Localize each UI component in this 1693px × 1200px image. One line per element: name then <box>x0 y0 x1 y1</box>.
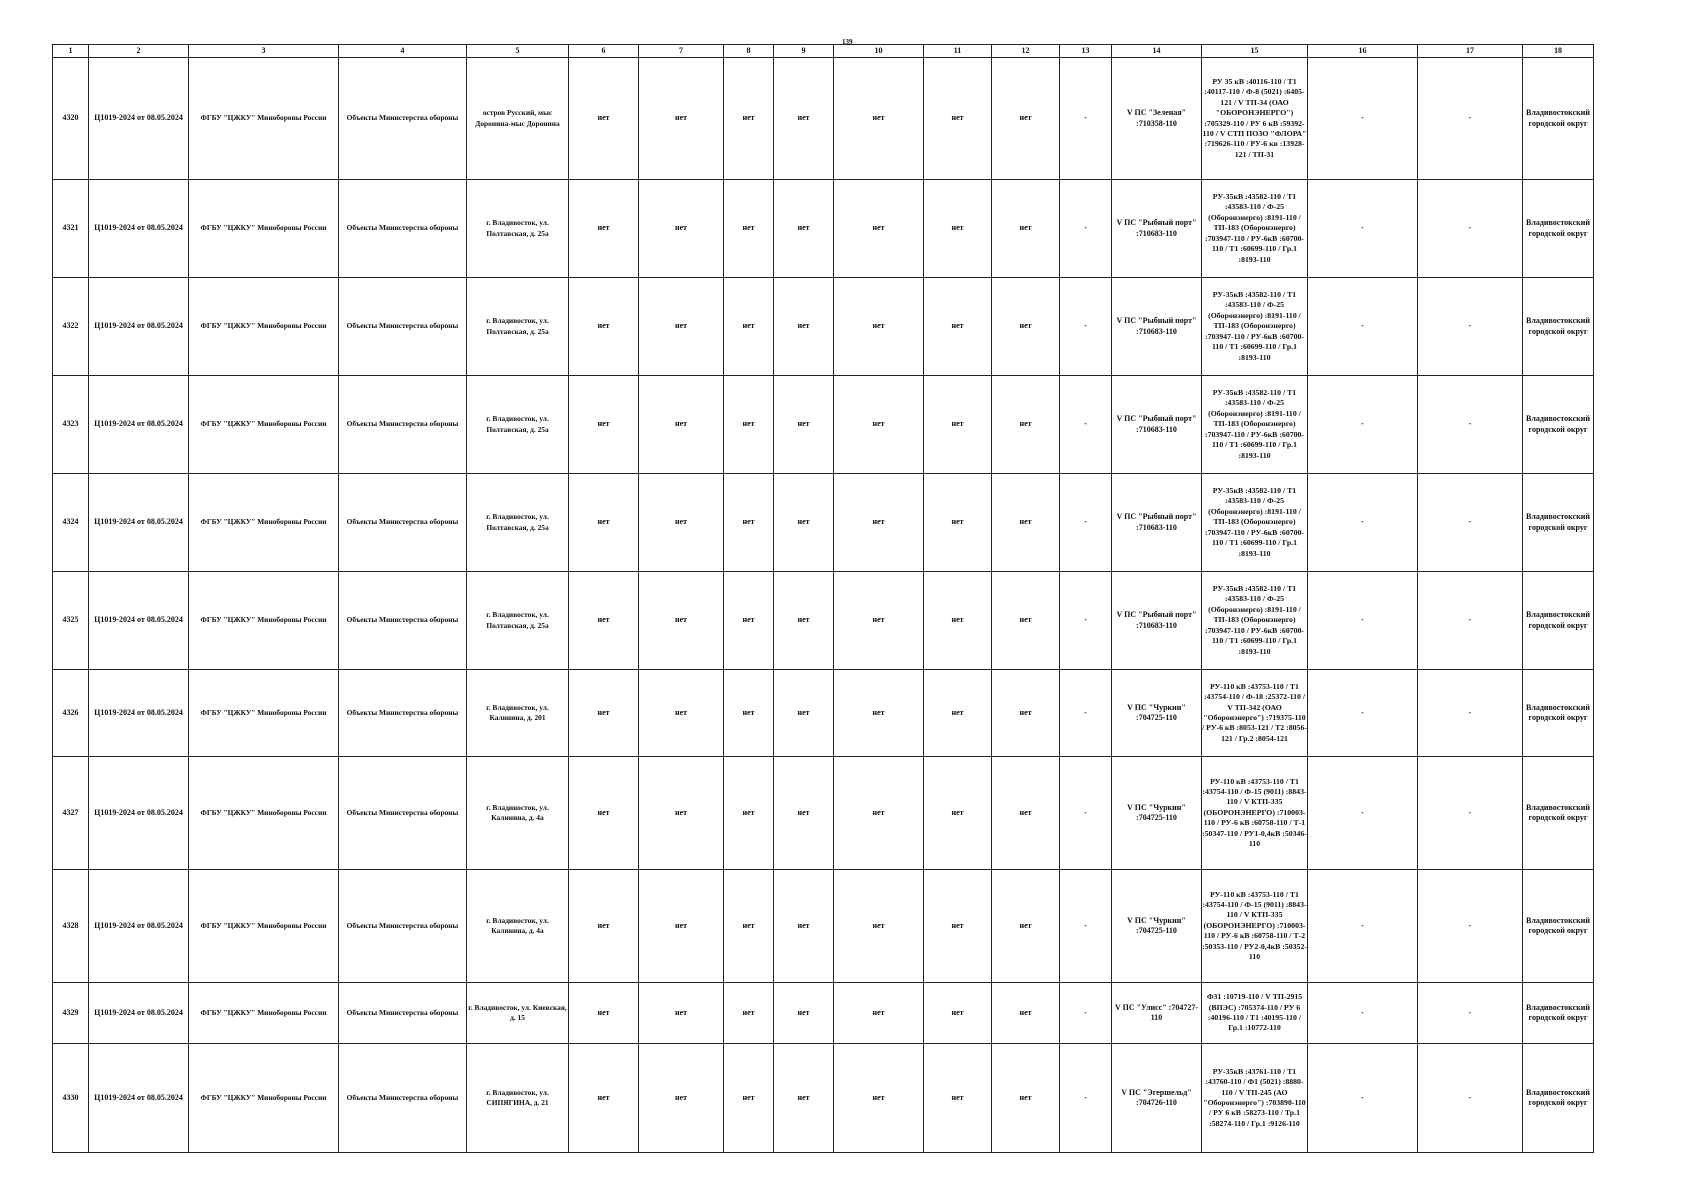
col-12: нет <box>992 180 1060 278</box>
column-header-13: 13 <box>1060 45 1112 58</box>
column-header-8: 8 <box>724 45 774 58</box>
object-type: Объекты Министерства обороны <box>339 180 467 278</box>
document-ref: Ц1019-2024 от 08.05.2024 <box>89 757 189 870</box>
col-16: - <box>1308 180 1418 278</box>
organization: ФГБУ "ЦЖКУ" Минобороны России <box>189 180 339 278</box>
substation: V ПС "Улисс" :704727-110 <box>1112 983 1202 1044</box>
row-number: 4328 <box>53 870 89 983</box>
address: г. Владивосток, ул. Калинина, д. 4а <box>467 870 569 983</box>
col-17: - <box>1418 983 1523 1044</box>
col-6: нет <box>569 278 639 376</box>
col-11: нет <box>924 376 992 474</box>
object-type: Объекты Министерства обороны <box>339 757 467 870</box>
col-12: нет <box>992 870 1060 983</box>
col-17: - <box>1418 474 1523 572</box>
object-type: Объекты Министерства обороны <box>339 670 467 757</box>
document-ref: Ц1019-2024 от 08.05.2024 <box>89 983 189 1044</box>
col-9: нет <box>774 870 834 983</box>
col-11: нет <box>924 870 992 983</box>
district: Владивостокский городской округ <box>1523 58 1594 180</box>
col-7: нет <box>639 278 724 376</box>
table-row <box>53 376 1594 474</box>
col-17: - <box>1418 870 1523 983</box>
connection-path: РУ-35кВ :43582-110 / Т1 :43583-110 / Ф-25 (Оборонэнерго) :8191-110 / ТП-183 (Оборонэнерго) :703947-110 / РУ-6кВ :60700-110 / Т1 :60699-110 / Гр.1 :8193-110 <box>1202 572 1308 670</box>
document-ref: Ц1019-2024 от 08.05.2024 <box>89 870 189 983</box>
col-12: нет <box>992 757 1060 870</box>
col-9: нет <box>774 180 834 278</box>
column-header-4: 4 <box>339 45 467 58</box>
col-9: нет <box>774 757 834 870</box>
row-number: 4320 <box>53 58 89 180</box>
col-16: - <box>1308 278 1418 376</box>
organization: ФГБУ "ЦЖКУ" Минобороны России <box>189 572 339 670</box>
column-header-1: 1 <box>53 45 89 58</box>
district: Владивостокский городской округ <box>1523 376 1594 474</box>
address: г. Владивосток, ул. Полтавская, д. 25а <box>467 278 569 376</box>
document-ref: Ц1019-2024 от 08.05.2024 <box>89 474 189 572</box>
column-header-11: 11 <box>924 45 992 58</box>
district: Владивостокский городской округ <box>1523 757 1594 870</box>
col-13: - <box>1060 572 1112 670</box>
object-type: Объекты Министерства обороны <box>339 870 467 983</box>
col-7: нет <box>639 670 724 757</box>
address: г. Владивосток, ул. Калинина, д. 201 <box>467 670 569 757</box>
connection-path: РУ-35кВ :43582-110 / Т1 :43583-110 / Ф-25 (Оборонэнерго) :8191-110 / ТП-183 (Оборонэнерго) :703947-110 / РУ-6кВ :60700-110 / Т1 :60699-110 / Гр.1 :8193-110 <box>1202 376 1308 474</box>
district: Владивостокский городской округ <box>1523 180 1594 278</box>
col-10: нет <box>834 1044 924 1153</box>
col-13: - <box>1060 376 1112 474</box>
connection-path: РУ-110 кВ :43753-110 / Т1 :43754-110 / Ф-18 :25372-110 / V ТП-342 (ОАО "Оборонэнерго") :719375-110 / РУ-6 кВ :8053-121 / Т2 :8056-121 / Гр.2 :8054-121 <box>1202 670 1308 757</box>
col-13: - <box>1060 1044 1112 1153</box>
col-13: - <box>1060 757 1112 870</box>
address: г. Владивосток, ул. Полтавская, д. 25а <box>467 474 569 572</box>
col-11: нет <box>924 180 992 278</box>
column-header-14: 14 <box>1112 45 1202 58</box>
col-8: нет <box>724 180 774 278</box>
substation: V ПС "Чуркин" :704725-110 <box>1112 757 1202 870</box>
table-row <box>53 983 1594 1044</box>
table-row <box>53 870 1594 983</box>
col-9: нет <box>774 278 834 376</box>
substation: V ПС "Зеленая" :710358-110 <box>1112 58 1202 180</box>
col-13: - <box>1060 278 1112 376</box>
substation: V ПС "Рыбный порт" :710683-110 <box>1112 572 1202 670</box>
row-number: 4327 <box>53 757 89 870</box>
table-body <box>53 45 1594 1153</box>
object-type: Объекты Министерства обороны <box>339 474 467 572</box>
col-9: нет <box>774 58 834 180</box>
district: Владивостокский городской округ <box>1523 983 1594 1044</box>
col-9: нет <box>774 670 834 757</box>
col-16: - <box>1308 870 1418 983</box>
col-12: нет <box>992 572 1060 670</box>
row-number: 4326 <box>53 670 89 757</box>
row-number: 4323 <box>53 376 89 474</box>
col-8: нет <box>724 870 774 983</box>
register-table <box>52 44 1594 1153</box>
col-16: - <box>1308 670 1418 757</box>
document-ref: Ц1019-2024 от 08.05.2024 <box>89 180 189 278</box>
object-type: Объекты Министерства обороны <box>339 58 467 180</box>
column-header-15: 15 <box>1202 45 1308 58</box>
col-13: - <box>1060 983 1112 1044</box>
organization: ФГБУ "ЦЖКУ" Минобороны России <box>189 278 339 376</box>
object-type: Объекты Министерства обороны <box>339 376 467 474</box>
substation: V ПС "Рыбный порт" :710683-110 <box>1112 180 1202 278</box>
col-7: нет <box>639 58 724 180</box>
substation: V ПС "Чуркин" :704725-110 <box>1112 870 1202 983</box>
organization: ФГБУ "ЦЖКУ" Минобороны России <box>189 670 339 757</box>
row-number: 4321 <box>53 180 89 278</box>
col-7: нет <box>639 572 724 670</box>
district: Владивостокский городской округ <box>1523 278 1594 376</box>
col-9: нет <box>774 376 834 474</box>
page-number: 139 <box>842 38 853 46</box>
address: г. Владивосток, ул. СИПЯГИНА, д. 21 <box>467 1044 569 1153</box>
col-11: нет <box>924 983 992 1044</box>
col-10: нет <box>834 670 924 757</box>
col-6: нет <box>569 983 639 1044</box>
table-row <box>53 58 1594 180</box>
table-row <box>53 572 1594 670</box>
col-6: нет <box>569 757 639 870</box>
col-11: нет <box>924 572 992 670</box>
col-12: нет <box>992 474 1060 572</box>
row-number: 4330 <box>53 1044 89 1153</box>
col-10: нет <box>834 983 924 1044</box>
row-number: 4322 <box>53 278 89 376</box>
connection-path: РУ-35кВ :43761-110 / Т1 :43760-110 / Ф1 (5021) :8880-110 / V ТП-245 (АО "Оборонэнерго") :703890-110 / РУ 6 кВ :58273-110 / Тр.1 :58274-110 / Гр.1 :9126-110 <box>1202 1044 1308 1153</box>
document-ref: Ц1019-2024 от 08.05.2024 <box>89 670 189 757</box>
district: Владивостокский городской округ <box>1523 670 1594 757</box>
col-6: нет <box>569 474 639 572</box>
column-header-17: 17 <box>1418 45 1523 58</box>
object-type: Объекты Министерства обороны <box>339 278 467 376</box>
substation: V ПС "Рыбный порт" :710683-110 <box>1112 278 1202 376</box>
col-17: - <box>1418 376 1523 474</box>
column-header-3: 3 <box>189 45 339 58</box>
column-header-2: 2 <box>89 45 189 58</box>
col-8: нет <box>724 572 774 670</box>
col-11: нет <box>924 58 992 180</box>
column-header-6: 6 <box>569 45 639 58</box>
district: Владивостокский городской округ <box>1523 870 1594 983</box>
row-number: 4325 <box>53 572 89 670</box>
col-16: - <box>1308 58 1418 180</box>
col-12: нет <box>992 278 1060 376</box>
organization: ФГБУ "ЦЖКУ" Минобороны России <box>189 1044 339 1153</box>
col-8: нет <box>724 1044 774 1153</box>
address: г. Владивосток, ул. Полтавская, д. 25а <box>467 180 569 278</box>
col-10: нет <box>834 376 924 474</box>
table-row <box>53 474 1594 572</box>
col-7: нет <box>639 376 724 474</box>
col-8: нет <box>724 757 774 870</box>
substation: V ПС "Эгершельд" :704726-110 <box>1112 1044 1202 1153</box>
col-16: - <box>1308 474 1418 572</box>
connection-path: РУ 35 кВ :40116-110 / Т1 :40117-110 / Ф-8 (5021) :6405-121 / V ТП-34 (ОАО "ОБОРОНЭНЕРГО") :705329-110 / РУ 6 кВ :59392-110 / V СТП ПОЗО "ФЛОРА" :719626-110 / РУ-6 кв :13928-121 / ТП-31 <box>1202 58 1308 180</box>
col-12: нет <box>992 58 1060 180</box>
substation: V ПС "Рыбный порт" :710683-110 <box>1112 474 1202 572</box>
col-10: нет <box>834 278 924 376</box>
object-type: Объекты Министерства обороны <box>339 572 467 670</box>
table-row <box>53 278 1594 376</box>
district: Владивостокский городской округ <box>1523 1044 1594 1153</box>
document-ref: Ц1019-2024 от 08.05.2024 <box>89 1044 189 1153</box>
col-9: нет <box>774 983 834 1044</box>
row-number: 4324 <box>53 474 89 572</box>
header-row <box>53 45 1594 58</box>
col-8: нет <box>724 58 774 180</box>
substation: V ПС "Чуркин" :704725-110 <box>1112 670 1202 757</box>
col-9: нет <box>774 474 834 572</box>
col-7: нет <box>639 180 724 278</box>
col-16: - <box>1308 757 1418 870</box>
col-7: нет <box>639 983 724 1044</box>
table-row <box>53 180 1594 278</box>
col-6: нет <box>569 572 639 670</box>
address: г. Владивосток, ул. Киевская, д. 15 <box>467 983 569 1044</box>
col-11: нет <box>924 474 992 572</box>
document-ref: Ц1019-2024 от 08.05.2024 <box>89 376 189 474</box>
col-12: нет <box>992 376 1060 474</box>
object-type: Объекты Министерства обороны <box>339 1044 467 1153</box>
column-header-10: 10 <box>834 45 924 58</box>
col-17: - <box>1418 1044 1523 1153</box>
column-header-16: 16 <box>1308 45 1418 58</box>
col-13: - <box>1060 870 1112 983</box>
col-6: нет <box>569 58 639 180</box>
address: г. Владивосток, ул. Калинина, д. 4а <box>467 757 569 870</box>
col-10: нет <box>834 58 924 180</box>
district: Владивостокский городской округ <box>1523 572 1594 670</box>
connection-path: РУ-110 кВ :43753-110 / Т1 :43754-110 / Ф-15 (9011) :8843-110 / V КТП-335 (ОБОРОНЭНЕРГО) :710003-110 / РУ-6 кВ :60758-110 / Т-2 :50353-110 / РУ2-0,4кВ :50352-110 <box>1202 870 1308 983</box>
col-10: нет <box>834 870 924 983</box>
address: г. Владивосток, ул. Полтавская, д. 25а <box>467 376 569 474</box>
col-13: - <box>1060 474 1112 572</box>
col-7: нет <box>639 870 724 983</box>
col-17: - <box>1418 278 1523 376</box>
district: Владивостокский городской округ <box>1523 474 1594 572</box>
organization: ФГБУ "ЦЖКУ" Минобороны России <box>189 58 339 180</box>
document-ref: Ц1019-2024 от 08.05.2024 <box>89 58 189 180</box>
table-row <box>53 757 1594 870</box>
col-17: - <box>1418 180 1523 278</box>
organization: ФГБУ "ЦЖКУ" Минобороны России <box>189 474 339 572</box>
column-header-12: 12 <box>992 45 1060 58</box>
col-12: нет <box>992 670 1060 757</box>
organization: ФГБУ "ЦЖКУ" Минобороны России <box>189 870 339 983</box>
col-12: нет <box>992 983 1060 1044</box>
document-ref: Ц1019-2024 от 08.05.2024 <box>89 278 189 376</box>
col-7: нет <box>639 474 724 572</box>
col-11: нет <box>924 278 992 376</box>
column-header-5: 5 <box>467 45 569 58</box>
connection-path: РУ-35кВ :43582-110 / Т1 :43583-110 / Ф-25 (Оборонэнерго) :8191-110 / ТП-183 (Оборонэнерго) :703947-110 / РУ-6кВ :60700-110 / Т1 :60699-110 / Гр.1 :8193-110 <box>1202 278 1308 376</box>
col-13: - <box>1060 180 1112 278</box>
col-16: - <box>1308 1044 1418 1153</box>
column-header-7: 7 <box>639 45 724 58</box>
col-6: нет <box>569 376 639 474</box>
organization: ФГБУ "ЦЖКУ" Минобороны России <box>189 983 339 1044</box>
col-7: нет <box>639 1044 724 1153</box>
address: остров Русский, мыс Доронина-мыс Доронина <box>467 58 569 180</box>
col-7: нет <box>639 757 724 870</box>
col-8: нет <box>724 376 774 474</box>
col-6: нет <box>569 1044 639 1153</box>
col-8: нет <box>724 983 774 1044</box>
col-12: нет <box>992 1044 1060 1153</box>
col-8: нет <box>724 474 774 572</box>
col-16: - <box>1308 376 1418 474</box>
col-8: нет <box>724 670 774 757</box>
col-8: нет <box>724 278 774 376</box>
col-16: - <box>1308 983 1418 1044</box>
col-10: нет <box>834 180 924 278</box>
connection-path: РУ-35кВ :43582-110 / Т1 :43583-110 / Ф-25 (Оборонэнерго) :8191-110 / ТП-183 (Оборонэнерго) :703947-110 / РУ-6кВ :60700-110 / Т1 :60699-110 / Гр.1 :8193-110 <box>1202 474 1308 572</box>
col-16: - <box>1308 572 1418 670</box>
col-9: нет <box>774 572 834 670</box>
connection-path: Ф31 :10719-110 / V ТП-2915 (ВПЭС) :705374-110 / РУ 6 :40196-110 / Т1 :40195-110 / Гр.1 :10772-110 <box>1202 983 1308 1044</box>
col-11: нет <box>924 1044 992 1153</box>
row-number: 4329 <box>53 983 89 1044</box>
connection-path: РУ-35кВ :43582-110 / Т1 :43583-110 / Ф-25 (Оборонэнерго) :8191-110 / ТП-183 (Оборонэнерго) :703947-110 / РУ-6кВ :60700-110 / Т1 :60699-110 / Гр.1 :8193-110 <box>1202 180 1308 278</box>
col-9: нет <box>774 1044 834 1153</box>
col-13: - <box>1060 58 1112 180</box>
col-17: - <box>1418 670 1523 757</box>
substation: V ПС "Рыбный порт" :710683-110 <box>1112 376 1202 474</box>
col-6: нет <box>569 670 639 757</box>
connection-path: РУ-110 кВ :43753-110 / Т1 :43754-110 / Ф-15 (9011) :8843-110 / V КТП-335 (ОБОРОНЭНЕРГО) :710003-110 / РУ-6 кВ :60758-110 / Т-1 :50347-110 / РУ1-0,4кВ :50346-110 <box>1202 757 1308 870</box>
col-6: нет <box>569 180 639 278</box>
document-ref: Ц1019-2024 от 08.05.2024 <box>89 572 189 670</box>
col-11: нет <box>924 670 992 757</box>
col-10: нет <box>834 474 924 572</box>
col-10: нет <box>834 572 924 670</box>
col-17: - <box>1418 58 1523 180</box>
table-row <box>53 1044 1594 1153</box>
organization: ФГБУ "ЦЖКУ" Минобороны России <box>189 376 339 474</box>
column-header-18: 18 <box>1523 45 1594 58</box>
col-10: нет <box>834 757 924 870</box>
col-6: нет <box>569 870 639 983</box>
table-row <box>53 670 1594 757</box>
col-17: - <box>1418 757 1523 870</box>
object-type: Объекты Министерства обороны <box>339 983 467 1044</box>
address: г. Владивосток, ул. Полтавская, д. 25а <box>467 572 569 670</box>
organization: ФГБУ "ЦЖКУ" Минобороны России <box>189 757 339 870</box>
col-11: нет <box>924 757 992 870</box>
column-header-9: 9 <box>774 45 834 58</box>
col-17: - <box>1418 572 1523 670</box>
col-13: - <box>1060 670 1112 757</box>
